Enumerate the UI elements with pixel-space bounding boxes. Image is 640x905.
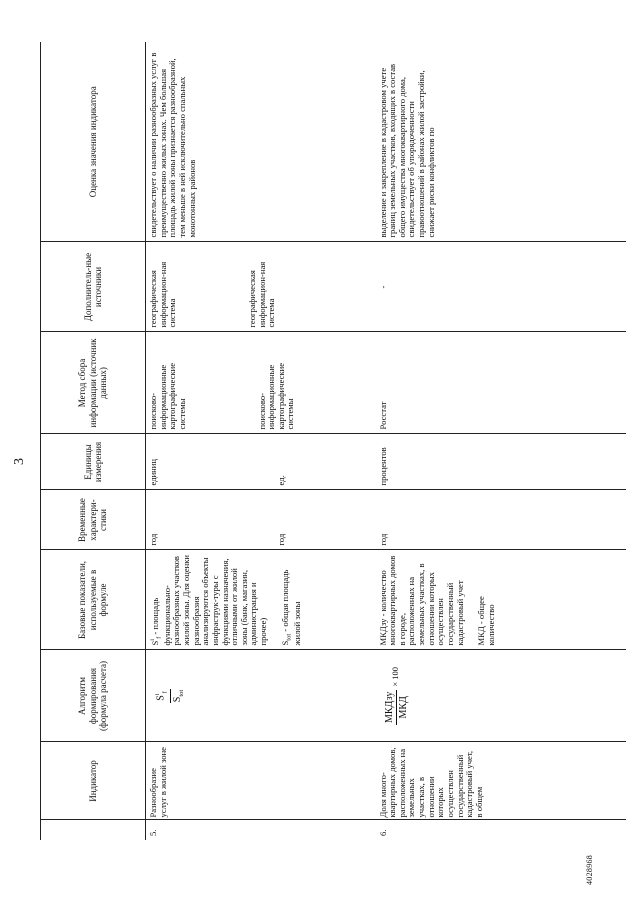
table-header-row xyxy=(41,42,146,840)
row-number: 5. xyxy=(148,829,158,836)
header-indicator: Индикатор xyxy=(41,742,146,820)
formula-denominator: $S_{tot}$ xyxy=(171,689,185,703)
document-id: 4028968 xyxy=(585,854,594,885)
formula-fraction xyxy=(154,688,185,704)
units: процентов xyxy=(376,434,626,490)
indicator-name: Разнообразие услуг в жилой зоне xyxy=(146,742,376,820)
collection-method: поисково-информационные картографические системы поисково-информационные картографические системы xyxy=(146,332,376,434)
header-base-indicators: Базовые показатели, используемые в формуле xyxy=(41,550,146,650)
header-evaluation: Оценка значения индикатора xyxy=(41,42,146,242)
header-time: Временные характери-стики xyxy=(41,490,146,550)
formula-denominator: МКД xyxy=(397,696,409,719)
page-number: 3 xyxy=(12,458,27,465)
formula-multiplier: × 100 xyxy=(390,666,401,687)
formula xyxy=(376,650,626,742)
header-extra-sources: Дополнитель-ные источники xyxy=(41,242,146,332)
indicator-evaluation: свидетельствует о наличии разнообразных услуг в преимущественно жилых зонах. Чем большая площадь жилой зоны признается разнообразной, тем меньше в ней исключительно спальных монотонных районов xyxy=(146,42,376,242)
base-indicator-b: $S_{tot}$ - общая площадь жилой зоны xyxy=(279,569,302,646)
time-characteristic: год год xyxy=(146,490,376,550)
formula-fraction xyxy=(384,690,409,725)
time-characteristic: год xyxy=(376,490,626,550)
table-row xyxy=(146,42,376,840)
base-indicators xyxy=(146,550,376,650)
row-number: 6. xyxy=(377,829,388,836)
base-indicator-b: МКД - общее количество xyxy=(476,596,496,646)
header-number xyxy=(41,820,146,840)
indicator-evaluation: выделение и закрепление в кадастровом учете границ земельных участков, входящих в состав общего имущества многоквартирного дома, свидетельствует об упорядоченности правоотношений в районах жилой застройки, снижает риски конфликтов по xyxy=(376,42,626,242)
formula-numerator: МКДзу xyxy=(384,690,397,725)
indicators-table xyxy=(40,42,626,840)
header-method: Метод сбора информации (источник данных) xyxy=(41,332,146,434)
indicator-name: Доля много-квартирных домов, расположенных на земельных участках, в отношении которых осуществлен государственный кадастровый учет, в общем xyxy=(376,742,626,820)
formula-numerator: $S^i_f$ xyxy=(154,689,171,703)
additional-sources: географическая информацион-ная система географическая информацион-ная система xyxy=(146,242,376,332)
units: единиц ед. xyxy=(146,434,376,490)
formula xyxy=(146,650,376,742)
base-indicator-a: $S^i_f$ - площадь функционально-разнообразных участков жилой зоны. Для оценки разнообразия анализируются объекты инфраструк-туры с функциями назначения, отличными от жилой зоны (банк, магазин, администрация и прочее) xyxy=(149,554,269,646)
header-formula: Алгоритм формирования (формула расчета) xyxy=(41,650,146,742)
additional-sources: - xyxy=(376,242,626,332)
header-units: Единицы измерения xyxy=(41,434,146,490)
base-indicators xyxy=(376,550,626,650)
collection-method: Росстат xyxy=(376,332,626,434)
base-indicator-a: МКДзу - количество многоквартирных домов в городе, расположенных на земельных участках, в отношении которых осуществлен государственный кадастровый учет xyxy=(377,555,465,646)
table-row xyxy=(376,42,626,840)
